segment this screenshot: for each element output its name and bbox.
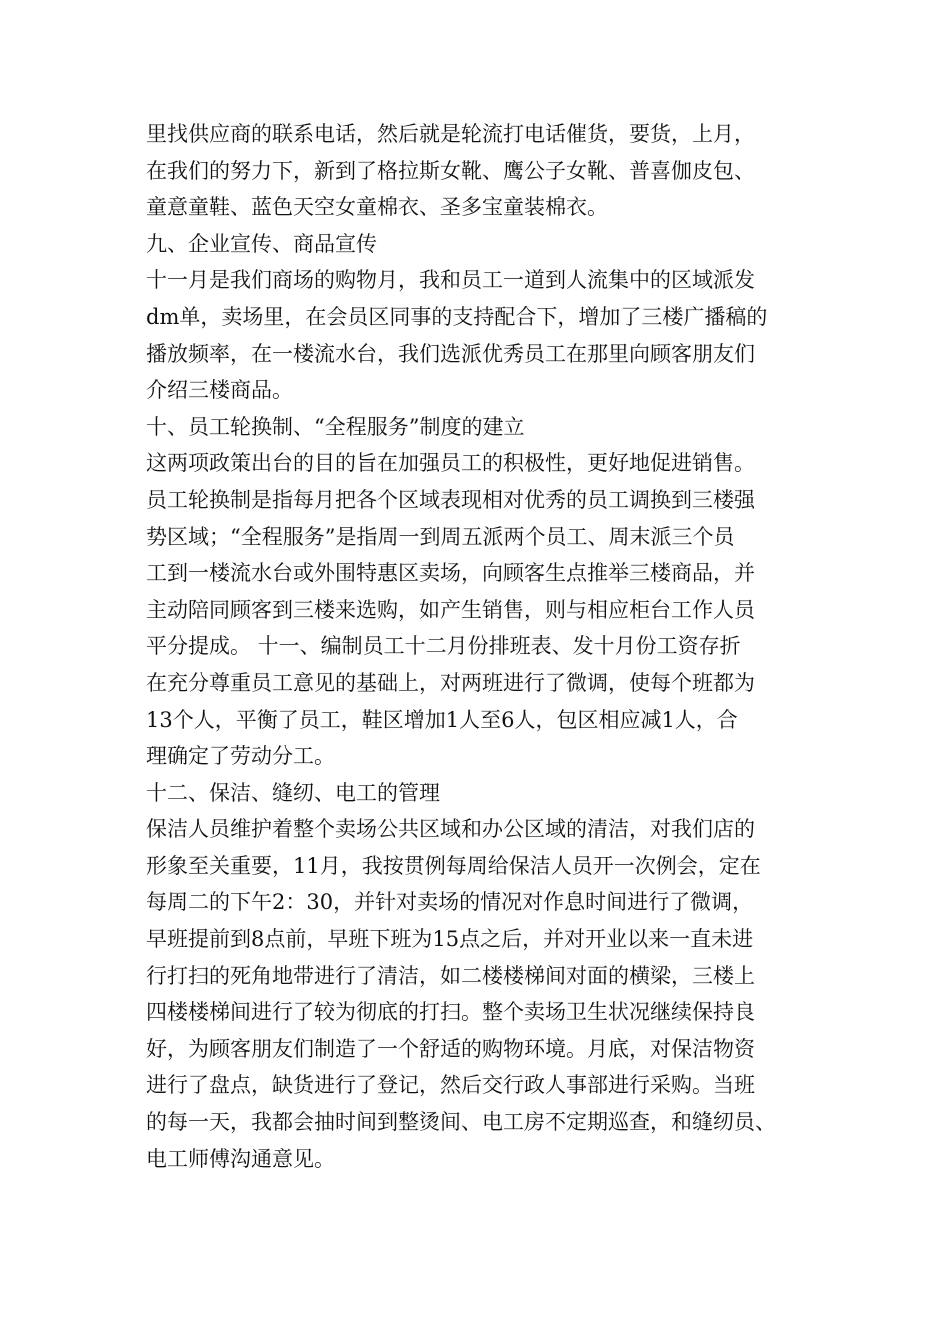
text-line: 早班提前到8点前，早班下班为15点之后，并对开业以来一直未进 — [146, 927, 754, 952]
text-line: 在我们的努力下，新到了格拉斯女靴、鹰公子女靴、普喜伽皮包、 — [146, 158, 755, 183]
text-line: 进行了盘点，缺货进行了登记，然后交行政人事部进行采购。当班 — [146, 1073, 755, 1098]
text-line: 员工轮换制是指每月把各个区域表现相对优秀的员工调换到三楼强 — [146, 487, 755, 512]
text-line: 这两项政策出台的目的旨在加强员工的积极性，更好地促进销售。 — [146, 451, 755, 476]
text-line: 保洁人员维护着整个卖场公共区域和办公区域的清洁，对我们店的 — [146, 817, 755, 842]
text-line: 主动陪同顾客到三楼来选购，如产生销售，则与相应柜台工作人员 — [146, 597, 755, 622]
text-line: 九、企业宣传、商品宣传 — [146, 231, 377, 256]
text-line: 十一月是我们商场的购物月，我和员工一道到人流集中的区域派发 — [146, 268, 755, 293]
text-line: 势区域；“全程服务”是指周一到周五派两个员工、周末派三个员 — [146, 524, 735, 549]
text-line: 工到一楼流水台或外围特惠区卖场，向顾客生点推举三楼商品，并 — [146, 561, 755, 586]
text-line: 里找供应商的联系电话，然后就是轮流打电话催货，要货，上月， — [146, 122, 755, 146]
text-line: 四楼楼梯间进行了较为彻底的打扫。整个卖场卫生状况继续保持良 — [146, 1000, 755, 1025]
text-line: 童意童鞋、蓝色天空女童棉衣、圣多宝童装棉衣。 — [146, 195, 608, 220]
text-line: 播放频率，在一楼流水台，我们选派优秀员工在那里向顾客朋友们 — [146, 341, 755, 366]
text-line: 十、员工轮换制、“全程服务”制度的建立 — [146, 414, 525, 439]
text-line: 十二、保洁、缝纫、电工的管理 — [146, 780, 440, 805]
text-line: 电工师傅沟通意见。 — [146, 1146, 335, 1171]
text-line: 行打扫的死角地带进行了清洁，如二楼楼梯间对面的横梁，三楼上 — [146, 963, 755, 988]
text-line: 理确定了劳动分工。 — [146, 744, 335, 769]
text-line: 好，为顾客朋友们制造了一个舒适的购物环境。月底，对保洁物资 — [146, 1036, 755, 1061]
document-body — [146, 116, 846, 1177]
text-line: 形象至关重要，11月，我按贯例每周给保洁人员开一次例会，定在 — [146, 853, 761, 878]
text-line: 平分提成。 十一、编制员工十二月份排班表、发十月份工资存折 — [146, 634, 741, 659]
text-line: 13个人，平衡了员工，鞋区增加1人至6人，包区相应减1人，合 — [146, 707, 738, 732]
text-line: 的每一天，我都会抽时间到整烫间、电工房不定期巡查，和缝纫员、 — [146, 1110, 776, 1135]
text-line: 每周二的下午2：30，并针对卖场的情况对作息时间进行了微调， — [146, 890, 754, 915]
text-line: dm单，卖场里，在会员区同事的支持配合下，增加了三楼广播稿的 — [146, 304, 768, 329]
text-line: 在充分尊重员工意见的基础上，对两班进行了微调，使每个班都为 — [146, 670, 755, 695]
text-line: 介绍三楼商品。 — [146, 378, 293, 403]
